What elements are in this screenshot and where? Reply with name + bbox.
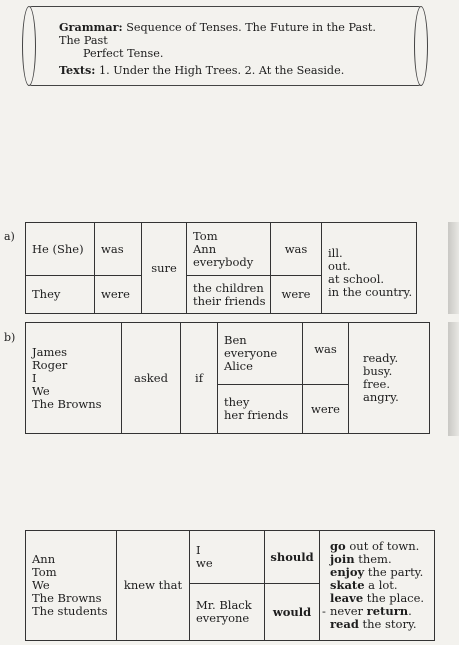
- table-b-object: Ben: [224, 333, 247, 347]
- table-c-object: Mr. Black: [196, 598, 252, 612]
- table-b-complement: angry.: [363, 390, 399, 404]
- table-c-action: skate a lot.: [330, 578, 398, 592]
- table-c-actions: [320, 531, 435, 641]
- table-c-subjects: [26, 531, 117, 641]
- table-b-objects-2: [218, 385, 303, 434]
- table-b-if: if: [181, 323, 218, 434]
- texts-label: Texts:: [59, 63, 96, 77]
- table-a-object: Ann: [193, 241, 217, 256]
- table-b-subject: Roger: [32, 357, 68, 372]
- table-c-modal-would: would: [265, 584, 320, 641]
- table-a-objects-2: [187, 276, 271, 314]
- table-b-asked: asked: [122, 323, 181, 434]
- grammar-text-2: Perfect Tense.: [83, 47, 164, 60]
- table-b-object: her friends: [224, 408, 289, 422]
- scroll-left-cap: [22, 6, 36, 86]
- page-edge-shadow-b: [448, 322, 459, 436]
- table-b-subjects: [26, 323, 122, 434]
- table-c-object: we: [196, 556, 213, 570]
- texts-line: [59, 64, 397, 77]
- substitution-table-c: [25, 530, 435, 641]
- table-c-action: leave the place.: [330, 591, 425, 605]
- table-c-subject: Ann: [32, 552, 56, 566]
- table-b-object-verb-1: was: [303, 323, 349, 385]
- table-b-complement: free.: [363, 377, 391, 391]
- table-c-subject: We: [32, 578, 50, 592]
- table-b-objects-1: [218, 323, 303, 385]
- table-a-subject-2: They: [26, 276, 95, 314]
- table-a-verb-1: was: [95, 223, 142, 276]
- table-b-object: everyone: [224, 346, 278, 360]
- table-c-subject: Tom: [32, 565, 57, 579]
- table-a-complement: out.: [328, 259, 351, 273]
- table-a-object: everybody: [193, 254, 254, 269]
- table-b-subject: We: [32, 383, 50, 398]
- table-c-objects-2: [190, 584, 265, 641]
- grammar-text-1: Sequence of Tenses. The Future in the Past. The Past: [59, 21, 376, 47]
- table-a-complements: [322, 223, 417, 314]
- table-a-object: Tom: [193, 228, 218, 243]
- table-b-subject: James: [32, 344, 68, 359]
- table-a-complement: at school.: [328, 272, 385, 286]
- table-a-object: the children: [193, 280, 264, 295]
- scroll-right-cap: [414, 6, 428, 86]
- substitution-table-b: [25, 322, 430, 434]
- table-b-complement: ready.: [363, 351, 399, 365]
- table-c-object: I: [196, 543, 201, 557]
- table-a-complement: ill.: [328, 246, 343, 260]
- table-a-verb-2: were: [95, 276, 142, 314]
- table-a-sure: sure: [142, 223, 187, 314]
- table-a-subject-1: He (She): [26, 223, 95, 276]
- table-c-subject: The students: [32, 604, 108, 618]
- page-edge-shadow-a: [448, 222, 459, 314]
- table-c-objects-1: [190, 531, 265, 584]
- texts-value: 1. Under the High Trees. 2. At the Seaside.: [99, 64, 345, 77]
- table-c-action: join them.: [330, 552, 392, 566]
- table-c-knew-that: knew that: [117, 531, 190, 641]
- substitution-table-a: [25, 222, 417, 314]
- table-a-objects-1: [187, 223, 271, 276]
- table-b-object-verb-2: were: [303, 385, 349, 434]
- table-c-subject: The Browns: [32, 591, 102, 605]
- table-a-object-verb-1: was: [271, 223, 322, 276]
- table-a-complement: in the country.: [328, 285, 413, 299]
- table-c-modal-should: should: [265, 531, 320, 584]
- table-b-object: they: [224, 395, 250, 409]
- table-b-object: Alice: [224, 359, 253, 373]
- table-c-action: - never return.: [322, 604, 412, 618]
- table-c-action: go out of town.: [330, 539, 420, 553]
- table-a-object-verb-2: were: [271, 276, 322, 314]
- lesson-header-box: [28, 6, 422, 86]
- table-c-action: enjoy the party.: [330, 565, 424, 579]
- grammar-line: [59, 21, 397, 60]
- grammar-label: Grammar:: [59, 20, 123, 34]
- table-b-complement: busy.: [363, 364, 393, 378]
- table-a-object: their friends: [193, 293, 266, 308]
- table-a-label: a): [4, 230, 15, 243]
- table-b-label: b): [4, 331, 16, 344]
- table-b-complements: [349, 323, 430, 434]
- table-c-action: read the story.: [330, 617, 417, 631]
- table-b-subject: The Browns: [32, 396, 102, 411]
- table-b-subject: I: [32, 370, 37, 385]
- table-c-object: everyone: [196, 611, 250, 625]
